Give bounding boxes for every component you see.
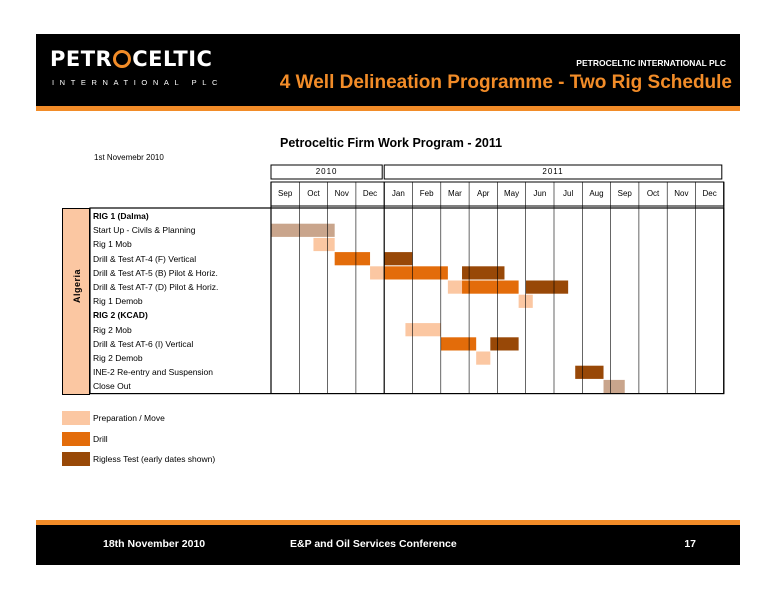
legend-label: Rigless Test (early dates shown)	[93, 454, 216, 464]
gantt-bar-preparation_move	[370, 266, 384, 279]
month-header-label: Sep	[278, 189, 293, 198]
date-note: 1st Novemebr 2010	[94, 153, 164, 162]
gantt-bar-preparation_move	[313, 238, 334, 251]
month-header-label: Aug	[589, 189, 604, 198]
month-header-label: Nov	[674, 189, 689, 198]
task-label: Close Out	[93, 381, 131, 392]
task-label: Rig 1 Mob	[93, 239, 132, 250]
month-header-label: Apr	[477, 189, 490, 198]
footer-page-number: 17	[684, 538, 696, 550]
task-label: Drill & Test AT-4 (F) Vertical	[93, 253, 197, 264]
year-header-label: 2010	[315, 167, 338, 176]
footer-bar	[36, 525, 740, 565]
month-header-label: Oct	[646, 189, 660, 198]
month-header-label: Jan	[391, 189, 405, 198]
month-header-label: Sep	[617, 189, 632, 198]
task-label: Rig 1 Demob	[93, 296, 143, 307]
logo-subtitle: INTERNATIONAL PLC	[52, 78, 224, 87]
legend-swatch-rigless_test	[62, 452, 90, 466]
month-header-label: Jul	[563, 189, 574, 198]
gantt-bar-drill	[462, 281, 519, 294]
gantt-bar-rigless_test	[490, 337, 518, 350]
gantt-bar-preparation_move	[476, 352, 490, 365]
gantt-bar-drill	[384, 266, 448, 279]
month-header-label: Dec	[362, 189, 378, 198]
month-header-label: Jun	[533, 189, 547, 198]
task-label: INE-2 Re-entry and Suspension	[93, 367, 214, 378]
legend-swatch-drill	[62, 432, 90, 446]
month-header-label: Feb	[419, 189, 434, 198]
slide-title: 4 Well Delineation Programme - Two Rig Schedule	[279, 72, 732, 93]
month-header-label: May	[503, 189, 520, 198]
month-header-label: Mar	[448, 189, 462, 198]
footer-event: E&P and Oil Services Conference	[290, 538, 457, 550]
task-label: Rig 2 Mob	[93, 324, 132, 335]
task-label: Drill & Test AT-6 (I) Vertical	[93, 338, 194, 349]
year-header-label: 2011	[542, 167, 564, 176]
task-label: RIG 1 (Dalma)	[93, 211, 149, 221]
task-label: Drill & Test AT-5 (B) Pilot & Horiz.	[93, 267, 218, 278]
month-header-label: Dec	[702, 189, 717, 198]
task-label: Drill & Test AT-7 (D) Pilot & Horiz.	[93, 282, 219, 292]
company-logo: PETR CELTIC	[50, 47, 213, 71]
task-label: Start Up - Civils & Planning	[93, 225, 196, 236]
gantt-bar-drill	[441, 337, 476, 350]
gantt-bar-civils	[604, 380, 625, 393]
legend-label: Drill	[93, 433, 108, 444]
region-label: Algeria	[72, 269, 82, 304]
gantt-bar-rigless_test	[384, 252, 412, 265]
month-header-label: Nov	[334, 189, 349, 198]
gantt-bar-rigless_test	[526, 281, 568, 294]
gantt-bar-preparation_move	[448, 281, 462, 294]
task-label: Rig 2 Demob	[93, 353, 143, 363]
chart-title: Petroceltic Firm Work Program - 2011	[280, 136, 503, 150]
footer-date: 18th November 2010	[103, 538, 206, 550]
gantt-bar-rigless_test	[462, 266, 504, 279]
month-header-label: Oct	[307, 189, 320, 198]
gantt-bar-rigless_test	[575, 366, 603, 379]
legend-swatch-preparation_move	[62, 411, 90, 425]
legend-label: Preparation / Move	[93, 413, 165, 423]
gantt-bar-civils	[271, 224, 335, 237]
company-name: PETROCELTIC INTERNATIONAL PLC	[576, 58, 726, 68]
gantt-bar-drill	[335, 252, 370, 265]
task-label: RIG 2 (KCAD)	[93, 310, 148, 321]
gantt-bar-preparation_move	[405, 323, 440, 336]
